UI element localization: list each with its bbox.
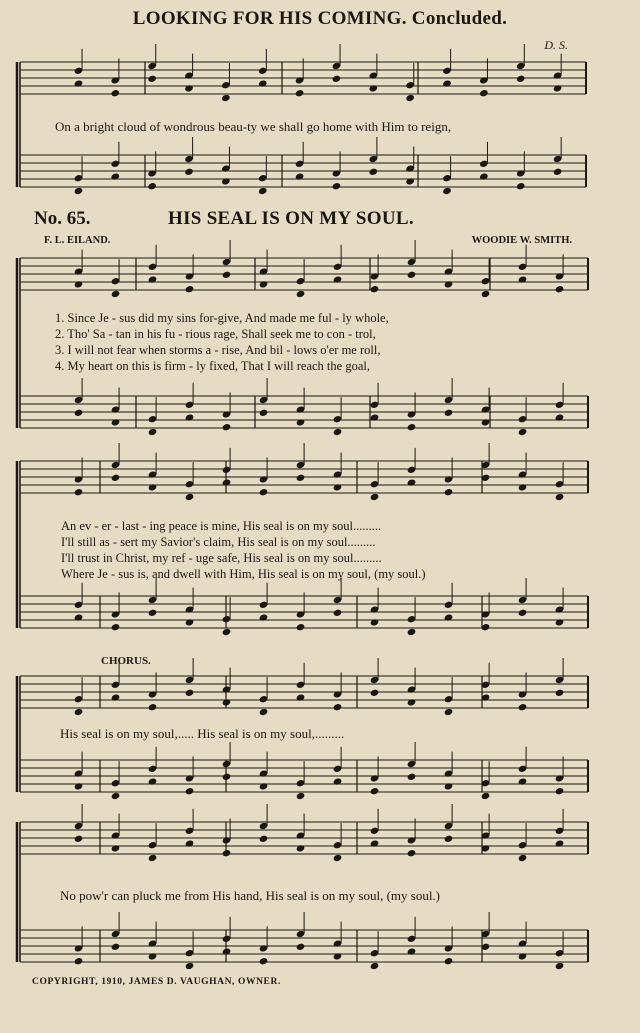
page-title: LOOKING FOR HIS COMING. Concluded. <box>132 8 508 29</box>
final-lyric: No pow'r can pluck me from His hand, His seal is on my soul, (my soul.) <box>60 888 441 903</box>
chorus-lyric: His seal is on my soul,..... His seal is on my soul,......... <box>60 726 345 741</box>
verse-line: I'll trust in Christ, my ref - uge safe, His seal is on my soul......... <box>61 551 382 565</box>
lyricist: F. L. EILAND. <box>44 235 111 246</box>
copyright-notice: COPYRIGHT, 1910, JAMES D. VAUGHAN, OWNER. <box>32 977 281 987</box>
verse-line: 2. Tho' Sa - tan in his fu - rious rage, Shall seek me to con - trol, <box>55 327 376 341</box>
verse-line: An ev - er - last - ing peace is mine, His seal is on my soul......... <box>61 519 382 533</box>
verse-line: Where Je - sus is, and dwell with Him, His seal is on my soul, (my soul.) <box>61 567 426 581</box>
chorus-label: CHORUS. <box>101 655 151 667</box>
hymn-number: No. 65. <box>34 208 91 229</box>
lyric-line: On a bright cloud of wondrous beau-ty we shall go home with Him to reign, <box>55 119 452 134</box>
verse-line: 3. I will not fear when storms a - rise, And bil - lows o'er me roll, <box>55 343 381 357</box>
hymn-title: HIS SEAL IS ON MY SOUL. <box>168 208 414 229</box>
verse-line: 1. Since Je - sus did my sins for-give, And made me ful - ly whole, <box>55 311 389 325</box>
verse-line: 4. My heart on this is firm - ly fixed, That I will reach the goal, <box>55 359 370 373</box>
ds-mark: D. S. <box>544 38 568 52</box>
composer: WOODIE W. SMITH. <box>471 235 572 246</box>
verse-line: I'll still as - sert my Savior's claim, His seal is on my soul......... <box>61 535 376 549</box>
